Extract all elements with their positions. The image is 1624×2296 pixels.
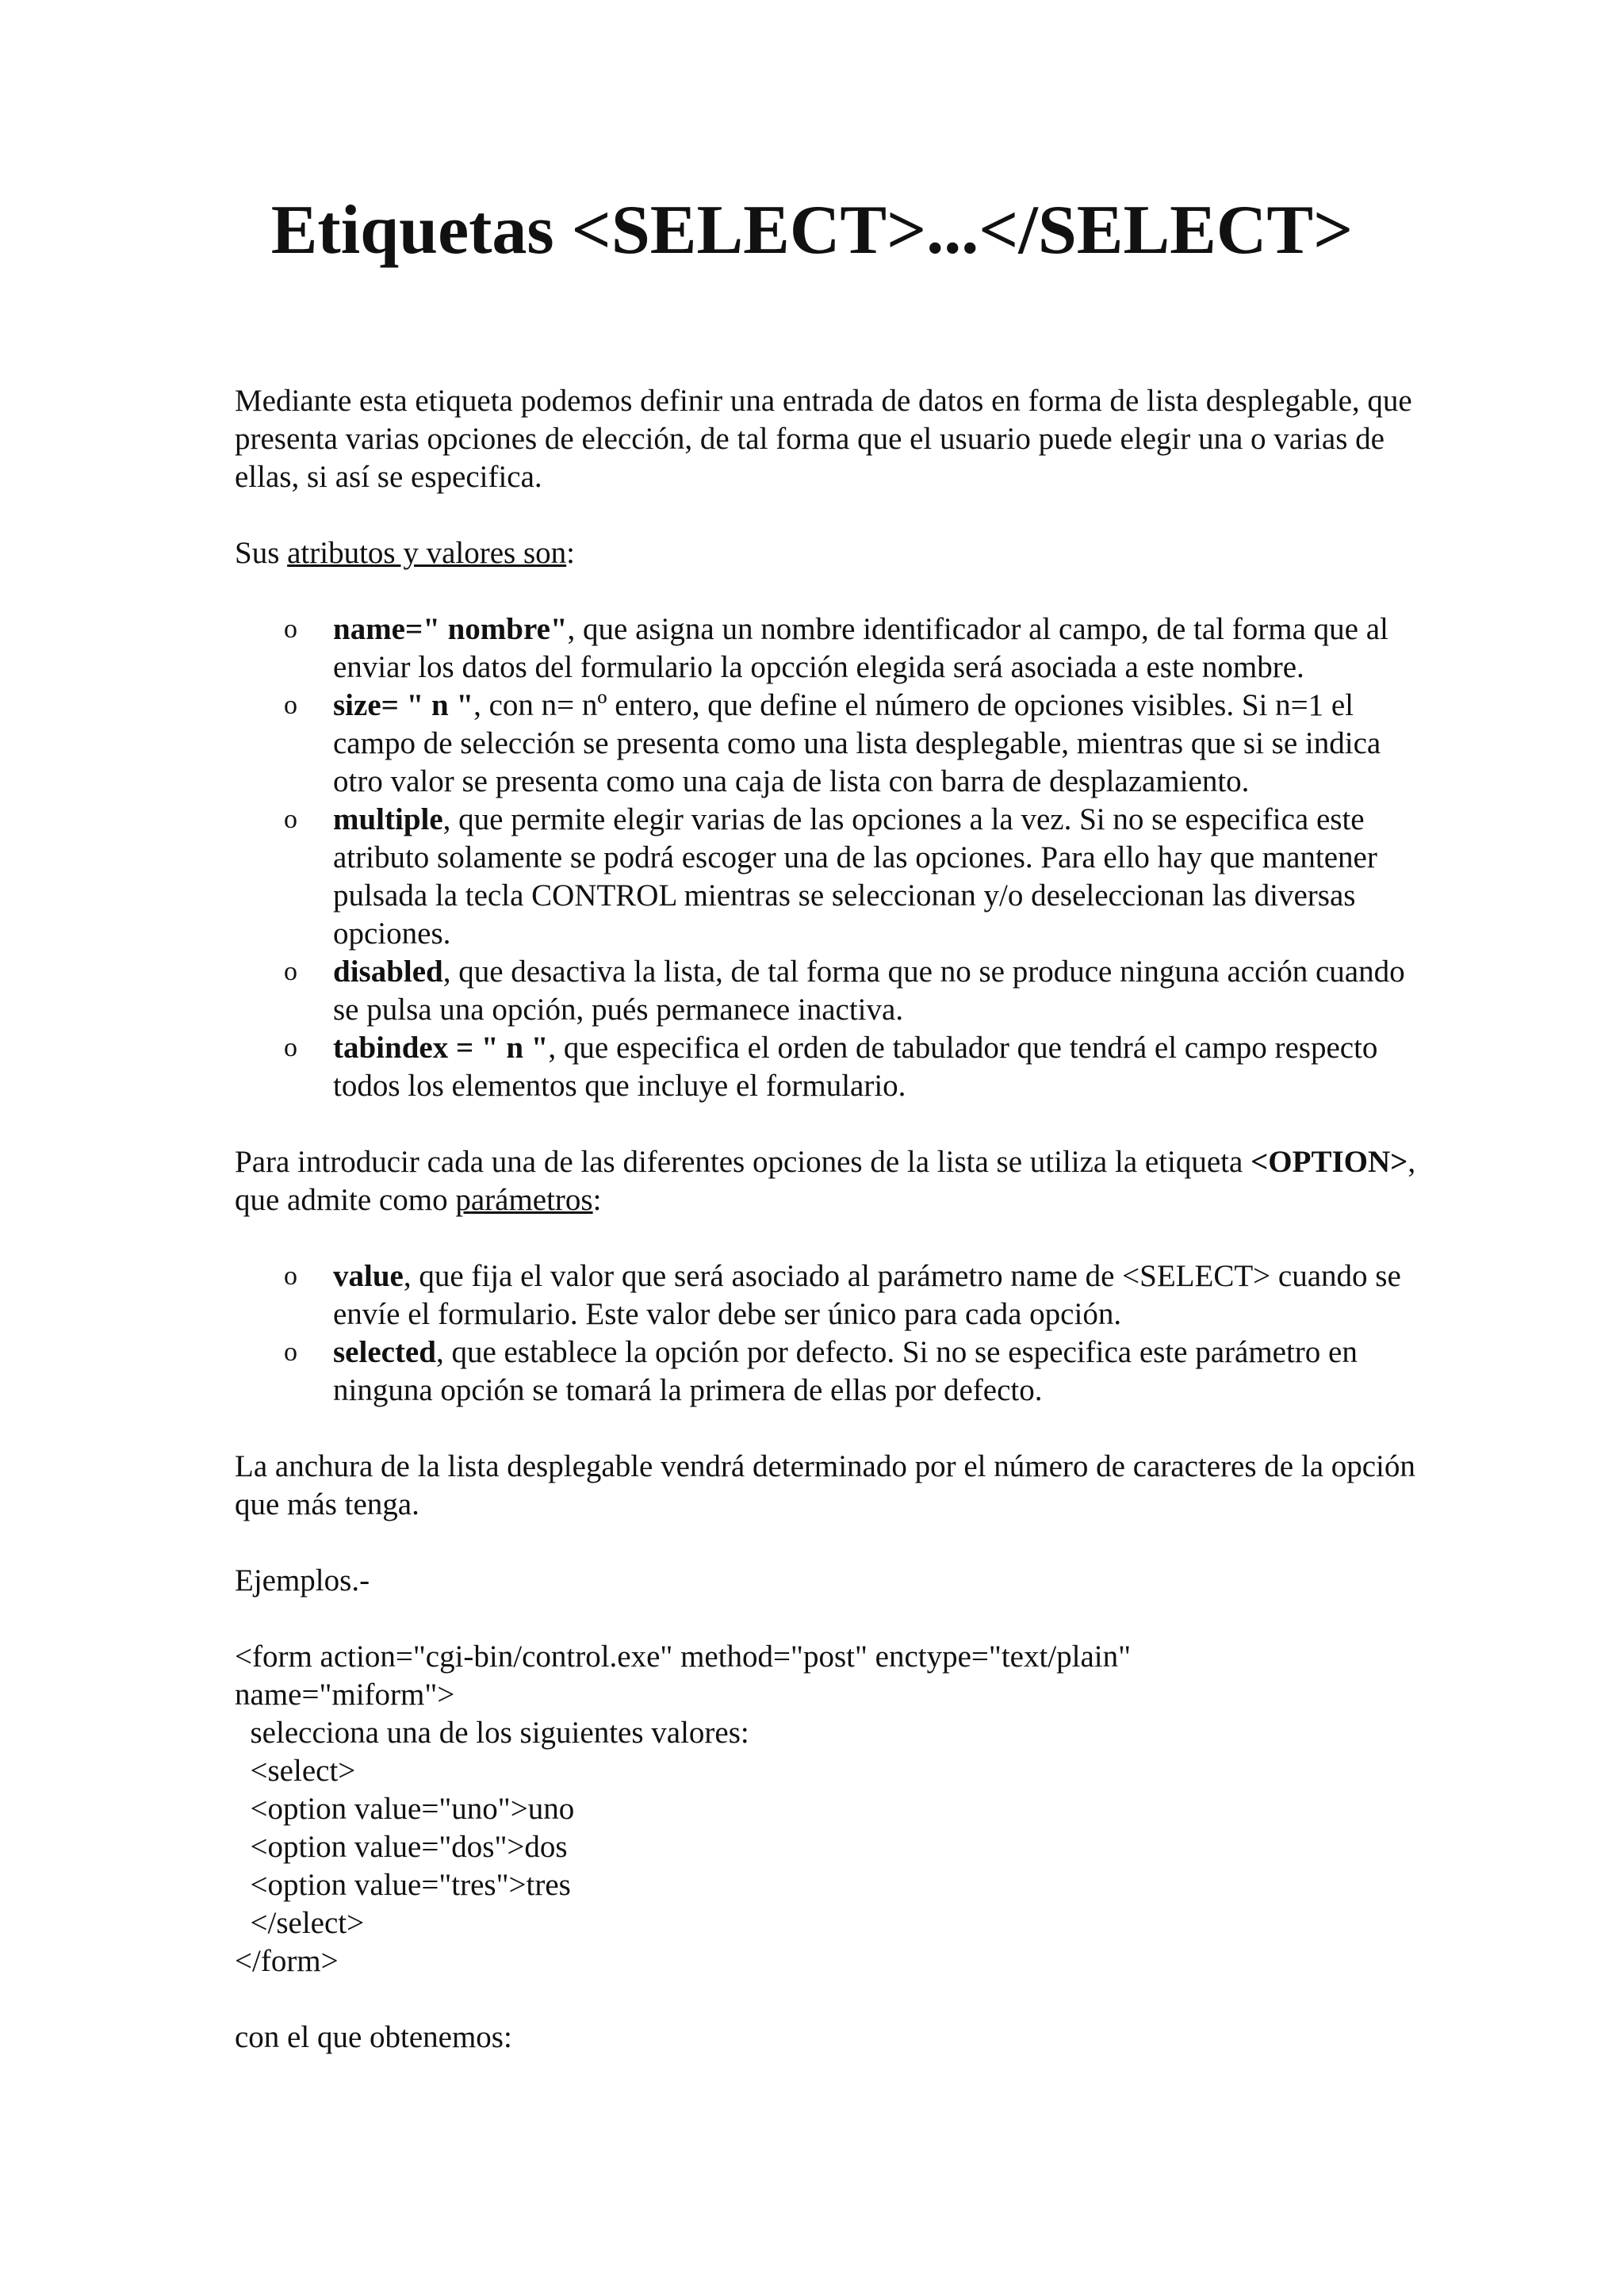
list-item — [235, 801, 1424, 953]
parameter-term: value — [333, 1259, 404, 1293]
parameters-list — [235, 1257, 1424, 1410]
circle-bullet-icon: o — [284, 957, 297, 986]
attribute-term: disabled — [333, 955, 443, 989]
spacer — [235, 1105, 1424, 1143]
spacer — [235, 572, 1424, 610]
parameters-link[interactable]: parámetros — [455, 1183, 593, 1217]
list-item — [235, 610, 1424, 687]
option-intro-suffix: : — [592, 1183, 602, 1217]
attribute-term: tabindex = " n " — [333, 1031, 549, 1065]
attribute-description: , que asigna un nombre identificador al campo, de tal forma que al enviar los datos del formulario la opcción elegida será asociada a este nombre. — [333, 612, 1388, 684]
attribute-term: name=" nombre" — [333, 612, 568, 646]
code-line: </form> — [235, 1944, 339, 1978]
spacer — [235, 1410, 1424, 1448]
list-item — [235, 1257, 1424, 1334]
outro-paragraph: con el que obtenemos: — [235, 2020, 512, 2054]
spacer — [235, 1524, 1424, 1562]
attributes-link[interactable]: atributos y valores son — [287, 536, 567, 570]
circle-bullet-icon: o — [284, 1033, 297, 1062]
width-note: La anchura de la lista desplegable vendrá determinado por el número de caracteres de la opción que más tenga. — [235, 1449, 1415, 1521]
code-line: <form action="cgi-bin/control.exe" method="post" enctype="text/plain" — [235, 1640, 1132, 1674]
parameter-description: , que fija el valor que será asociado al parámetro name de <SELECT> cuando se envíe el formulario. Este valor debe ser único para cada opción. — [333, 1259, 1401, 1331]
code-line: <option value="uno">uno — [235, 1792, 575, 1826]
intro-paragraph: Mediante esta etiqueta podemos definir una entrada de datos en forma de lista desplegable, que presenta varias opciones de elección, de tal forma que el usuario puede elegir una o varias de ellas, si así se especifica. — [235, 384, 1412, 494]
parameter-description: , que establece la opción por defecto. Si no se especifica este parámetro en ninguna opción se tomará la primera de ellas por defecto. — [333, 1335, 1358, 1407]
code-line: selecciona una de los siguientes valores: — [235, 1716, 749, 1750]
spacer — [235, 1600, 1424, 1638]
attributes-intro — [235, 534, 1424, 572]
attributes-intro-prefix: Sus — [235, 536, 288, 570]
spacer — [235, 1219, 1424, 1257]
attribute-description: , con n= nº entero, que define el número de opciones visibles. Si n=1 el campo de selección se presenta como una lista desplegable, mientras que si se indica otro valor se presenta como una caja de lista con barra de desplazamiento. — [333, 688, 1381, 798]
list-item — [235, 953, 1424, 1029]
option-intro — [235, 1143, 1424, 1219]
page-title: Etiquetas <SELECT>...</SELECT> — [270, 192, 1354, 269]
code-line: name="miform"> — [235, 1678, 455, 1712]
option-tag: <OPTION> — [1251, 1145, 1408, 1179]
attributes-intro-suffix: : — [566, 536, 575, 570]
code-example — [235, 1638, 1424, 1980]
code-line: </select> — [235, 1906, 365, 1940]
attribute-term: size= " n " — [333, 688, 474, 722]
attribute-description: , que desactiva la lista, de tal forma que no se produce ninguna acción cuando se pulsa una opción, pués permanece inactiva. — [333, 955, 1405, 1027]
attributes-list — [235, 610, 1424, 1105]
option-intro-middle: , que admite como — [235, 1145, 1416, 1217]
list-item — [235, 1029, 1424, 1105]
code-line: <option value="dos">dos — [235, 1830, 568, 1864]
attribute-description: , que especifica el orden de tabulador que tendrá el campo respecto todos los elementos que incluye el formulario. — [333, 1031, 1378, 1103]
attribute-description: , que permite elegir varias de las opciones a la vez. Si no se especifica este atributo solamente se podrá escoger una de las opciones. Para ello hay que mantener pulsada la tecla CONTROL mientras se seleccionan y/o deseleccionan las diversas opciones. — [333, 802, 1377, 951]
parameter-term: selected — [333, 1335, 436, 1369]
option-intro-text: Para introducir cada una de las diferentes opciones de la lista se utiliza la etiqueta — [235, 1145, 1251, 1179]
spacer — [235, 496, 1424, 534]
circle-bullet-icon: o — [284, 691, 297, 720]
examples-heading: Ejemplos.- — [235, 1563, 370, 1598]
document-body — [235, 382, 1424, 2057]
attribute-term: multiple — [333, 802, 443, 836]
circle-bullet-icon: o — [284, 1261, 297, 1291]
code-line: <option value="tres">tres — [235, 1868, 571, 1902]
code-line: <select> — [235, 1754, 356, 1788]
spacer — [235, 1980, 1424, 2019]
circle-bullet-icon: o — [284, 805, 297, 834]
list-item — [235, 1334, 1424, 1410]
circle-bullet-icon: o — [284, 614, 297, 644]
circle-bullet-icon: o — [284, 1337, 297, 1367]
list-item — [235, 687, 1424, 801]
